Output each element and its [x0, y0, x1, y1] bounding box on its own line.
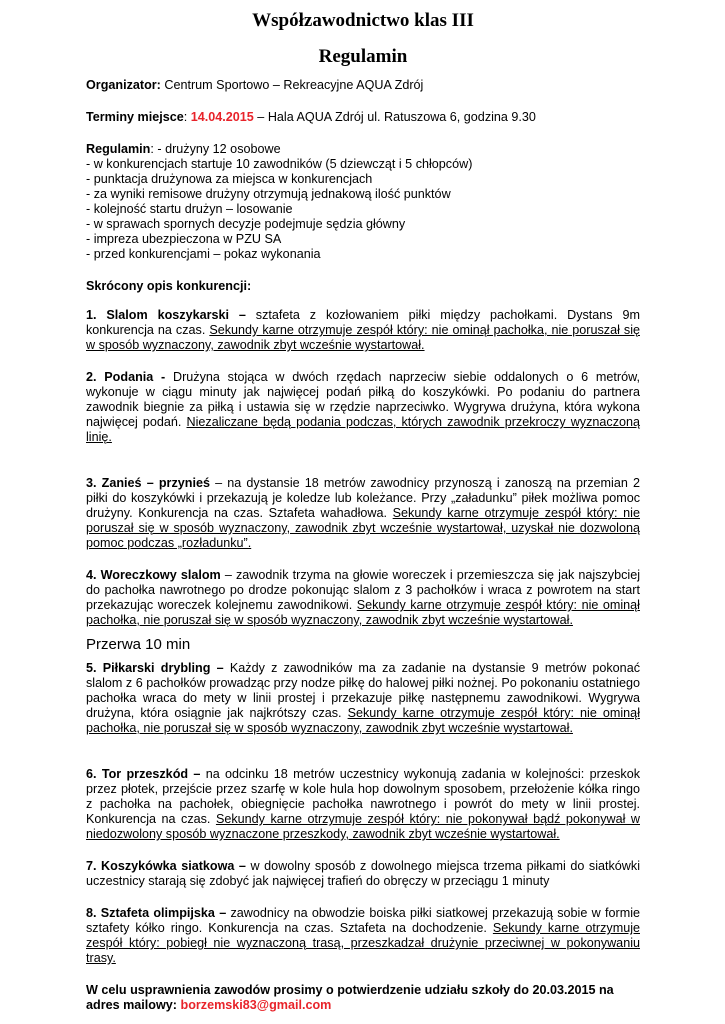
- event-place: – Hala AQUA Zdrój ul. Ratuszowa 6, godzina 9.30: [253, 110, 536, 124]
- rule-item: - w konkurencjach startuje 10 zawodników (5 dziewcząt i 5 chłopców): [86, 157, 473, 171]
- competition-text: Każdy z zawodników ma za zadanie na dystansie 9 metrów pokonać slalom z 6 pachołków prowadząc przy nodze piłkę do halowej piłki nożnej. Po pokonaniu ostatniego pachołka wraca do mety w linii prostej i przekazuje piłkę następnemu zawodnikowi. Wygrywa drużyna, która osiągnie jak najkrótszy czas.: [86, 661, 640, 720]
- competition-5: [86, 661, 640, 736]
- competition-text: sztafeta z kozłowaniem piłki między pachołkami. Dystans 9m konkurencja na czas.: [86, 308, 640, 337]
- competition-title: 3. Zanieś – przynieś: [86, 476, 210, 490]
- competition-2: [86, 370, 640, 445]
- date-place-label: Terminy miejsce: [86, 110, 184, 124]
- competition-8: [86, 906, 640, 966]
- competition-title: 1. Slalom koszykarski –: [86, 308, 246, 322]
- competition-7: [86, 859, 640, 889]
- rule-item: - w sprawach spornych decyzje podejmuje sędzia główny: [86, 217, 406, 231]
- competition-penalty: Sekundy karne otrzymuje zespół który: nie pokonywał bądź pokonywał w niedozwolony sposób wyznaczone przeszkody, zawodnik zbyt wcześnie wystartował.: [86, 812, 640, 841]
- organizer-line: [86, 78, 640, 93]
- competition-3: [86, 476, 640, 551]
- rules-label: Regulamin: [86, 142, 151, 156]
- competition-1: [86, 308, 640, 353]
- competition-text: zawodnicy na obwodzie boiska piłki siatkowej przekazują sobie w formie sztafety kółko ringo. Konkurencja na czas. Sztafeta na dochodzenie.: [86, 906, 640, 935]
- competition-title: 4. Woreczkowy slalom: [86, 568, 221, 582]
- competition-penalty: Sekundy karne otrzymuje zespół który: pobiegł nie wyznaczoną trasą, przeszkadzał drużynie przeciwnej w pokonywaniu trasy.: [86, 921, 640, 965]
- competitions-heading: Skrócony opis konkurencji:: [86, 279, 252, 293]
- competition-text: na odcinku 18 metrów uczestnicy wykonują zadania w kolejności: przeskok przez płotek, przejście przez szarfę w kole hula hop dowolnym sposobem, przełożenie kółka ringo z pachołka na pachołek, obiegnięcie pachołka nawrotnego i powrót do mety w linii prostej. Konkurencja na czas.: [86, 767, 640, 826]
- break-heading: Przerwa 10 min: [86, 636, 191, 653]
- document-body: [86, 78, 640, 1013]
- footer-text: W celu usprawnienia zawodów prosimy o potwierdzenie udziału szkoły do 20.03.2015 na adres mailowy:: [86, 983, 614, 1012]
- competition-text: – na dystansie 18 metrów zawodnicy przynoszą i zanoszą na przemian 2 piłki do koszykówki i przekazują je koledze lub koleżance. Przy „załadunku” piłek możliwa pomoc drużyny. Konkurencja na czas. Sztafeta wahadłowa.: [86, 476, 640, 520]
- competition-penalty: Sekundy karne otrzymuje zespół który: nie ominął pachołka, nie poruszał się w sposób wyznaczony, zawodnik zbyt wcześnie wystartował.: [86, 598, 640, 627]
- rules-value: : - drużyny 12 osobowe: [150, 142, 281, 156]
- footer-note: [86, 983, 640, 1013]
- competition-6: [86, 767, 640, 842]
- rule-item: - kolejność startu drużyn – losowanie: [86, 202, 293, 216]
- competition-text: – zawodnik trzyma na głowie woreczek i przemieszcza się jak najszybciej do pachołka nawrotnego po drodze pokonując slalom z 3 pachołków i wraca z powrotem na start przekazując woreczek kolejnemu zawodnikowi.: [86, 568, 640, 612]
- rule-item: - przed konkurencjami – pokaz wykonania: [86, 247, 321, 261]
- competition-title: 7. Koszykówka siatkowa –: [86, 859, 246, 873]
- date-place-line: [86, 110, 640, 125]
- rule-item: - impreza ubezpieczona w PZU SA: [86, 232, 282, 246]
- competition-penalty: Sekundy karne otrzymuje zespół który: nie ominął pachołka, nie poruszał się w sposób wyznaczony, zawodnik zbyt wcześnie wystartował.: [86, 706, 640, 735]
- competition-text: w dowolny sposób z dowolnego miejsca trzema piłkami do siatkówki uczestnicy starają się zdobyć jak najwięcej trafień do obręczy w przeciągu 1 minuty: [86, 859, 640, 888]
- rules-list: [86, 157, 640, 262]
- contact-email-link[interactable]: borzemski83@gmail.com: [180, 998, 332, 1012]
- event-date: 14.04.2015: [190, 110, 254, 124]
- competition-penalty: Sekundy karne otrzymuje zespół który: nie ominął pachołka, nie poruszał się w sposób wyznaczony, zawodnik zbyt wcześnie wystartował.: [86, 323, 640, 352]
- competition-title: 8. Sztafeta olimpijska –: [86, 906, 227, 920]
- date-place-colon: :: [183, 110, 191, 124]
- organizer-value: Centrum Sportowo – Rekreacyjne AQUA Zdrój: [160, 78, 424, 92]
- document-title: Współzawodnictwo klas III: [252, 10, 474, 31]
- competition-penalty: Sekundy karne otrzymuje zespół który: nie poruszał się w sposób wyznaczony, zawodnik zbyt wcześnie wystartował, uzyskał nie dozwoloną pomoc podczas „rozładunku”.: [86, 506, 640, 550]
- document-subtitle: Regulamin: [318, 46, 408, 67]
- competition-title: 5. Piłkarski drybling –: [86, 661, 224, 675]
- competition-penalty: Niezaliczane będą podania podczas, których zawodnik przekroczy wyznaczoną linię.: [86, 415, 641, 444]
- organizer-label: Organizator:: [86, 78, 161, 92]
- rule-item: - punktacja drużynowa za miejsca w konkurencjach: [86, 172, 373, 186]
- competition-title: 2. Podania -: [86, 370, 166, 384]
- rules-line: [86, 142, 640, 157]
- competition-4: [86, 568, 640, 628]
- competition-text: Drużyna stojąca w dwóch rzędach naprzeciw siebie oddalonych o 6 metrów, wykonuje w ciągu minuty jak najwięcej podań piłką do koszykówki. Po podaniu do partnera zawodnik biegnie za piłką i ustawia się w rzędzie naprzeciwko. Wygrywa drużyna, która wykona najwięcej podań.: [86, 370, 640, 429]
- competition-title: 6. Tor przeszkód –: [86, 767, 201, 781]
- rule-item: - za wyniki remisowe drużyny otrzymują jednakową ilość punktów: [86, 187, 451, 201]
